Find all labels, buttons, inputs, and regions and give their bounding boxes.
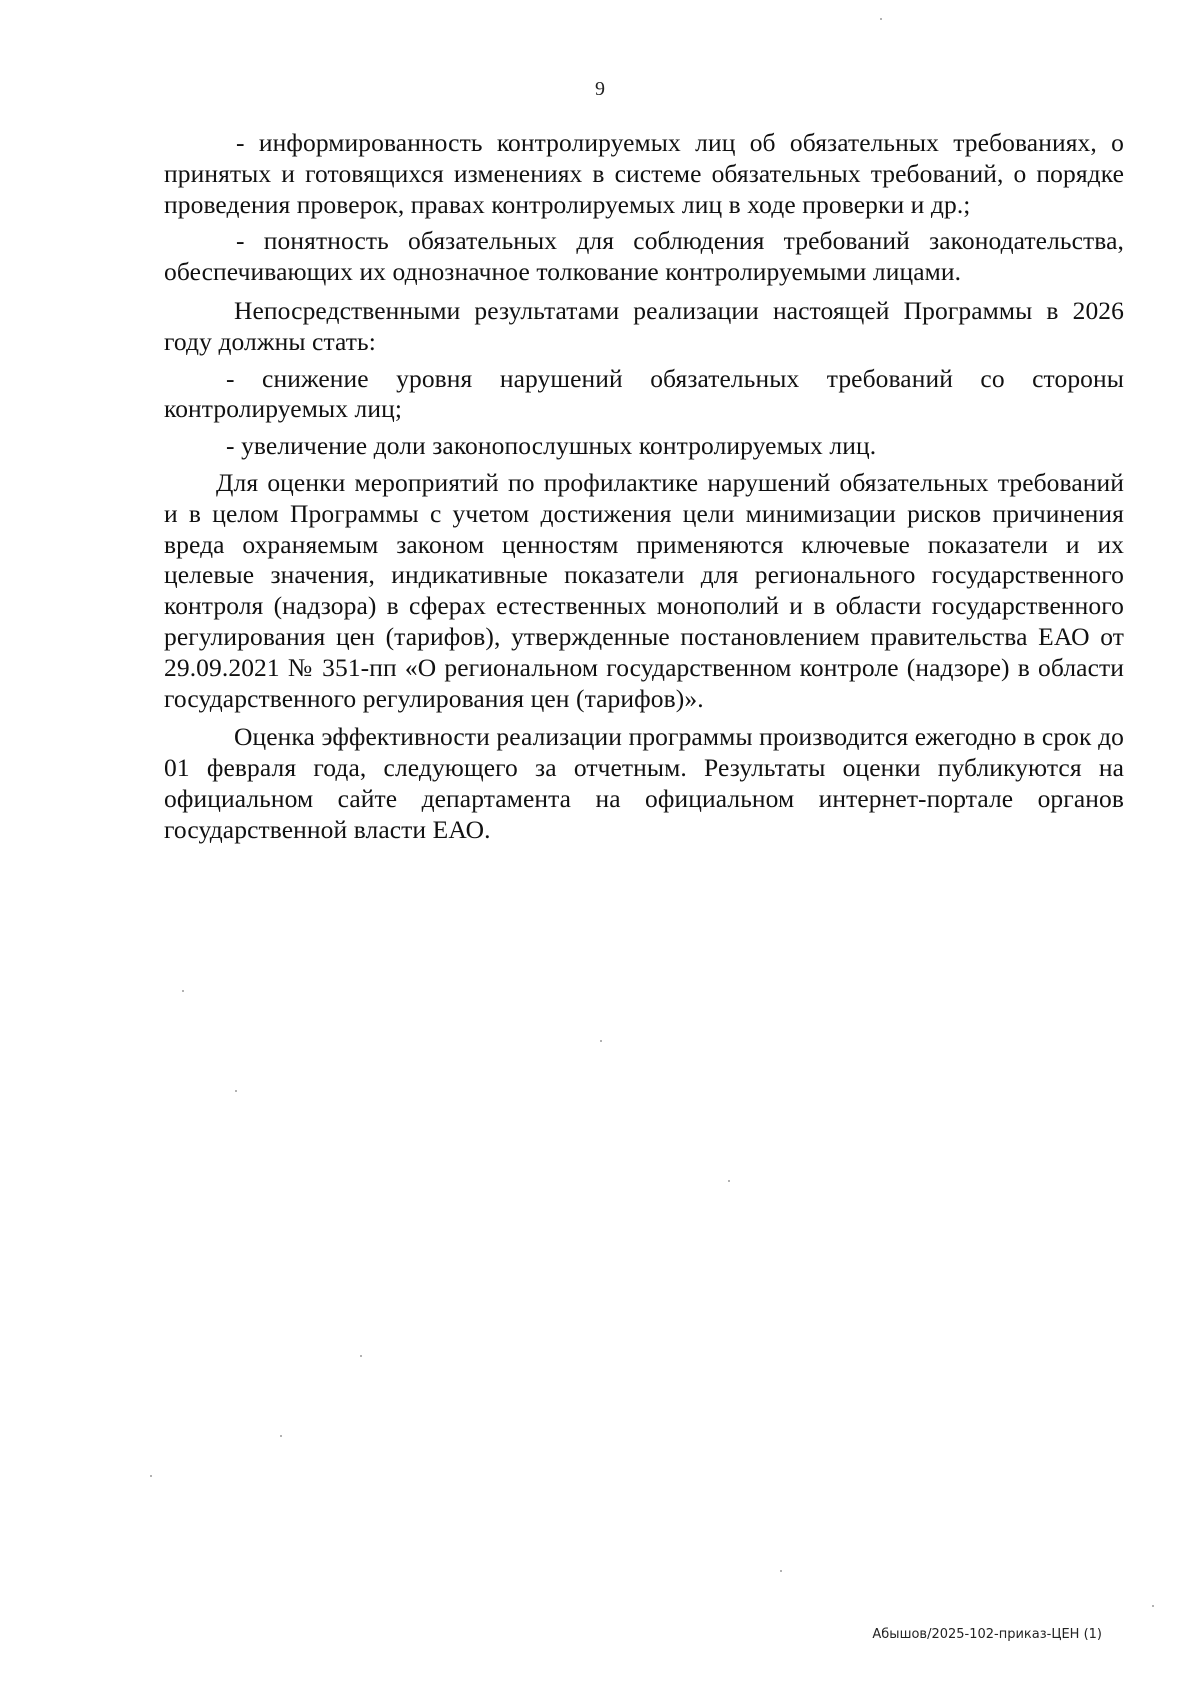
paragraph-efficiency-assessment: Оценка эффективности реализации программы производится ежегодно в срок до 01 февраля года, следующего за отчетным. Результаты оценки публикуются на официальном сайте департамента на официальном интернет-портале органов государственной власти ЕАО. <box>164 722 1124 844</box>
paragraph-direct-results: Непосредственными результатами реализации настоящей Программы в 2026 году должны стать: <box>164 295 1124 356</box>
scan-speck <box>182 990 184 992</box>
paragraph-clarity: - понятность обязательных для соблюдения требований законодательства, обеспечивающих их однозначное толкование контролируемыми лицами. <box>164 226 1124 287</box>
document-body <box>164 128 1124 846</box>
scan-speck <box>150 1475 152 1477</box>
paragraph-evaluation-indicators: Для оценки мероприятий по профилактике нарушений обязательных требований и в целом Программы с учетом достижения цели минимизации рисков причинения вреда охраняемым законом ценностям применяются ключевые показатели и их целевые значения, индикативные показатели для регионального государственного контроля (надзора) в сферах естественных монополий и в области государственного регулирования цен (тарифов), утвержденные постановлением правительства ЕАО от 29.09.2021 № 351-пп «О региональном государственном контроле (надзоре) в области государственного регулирования цен (тарифов)». <box>164 467 1124 713</box>
scan-speck <box>600 1040 602 1042</box>
scan-speck <box>280 1435 282 1437</box>
scan-speck <box>360 1355 362 1357</box>
page-number: 9 <box>595 78 605 100</box>
paragraph-increase-share: - увеличение доли законопослушных контролируемых лиц. <box>226 431 877 461</box>
scan-speck <box>880 18 882 20</box>
scan-speck <box>235 1090 237 1092</box>
scan-speck <box>1152 1605 1154 1607</box>
paragraph-awareness: - информированность контролируемых лиц об обязательных требованиях, о принятых и готовящихся изменениях в системе обязательных требований, о порядке проведения проверок, правах контролируемых лиц в ходе проверки и др.; <box>164 128 1124 219</box>
scan-speck <box>780 1570 782 1572</box>
paragraph-reduce-violations: - снижение уровня нарушений обязательных требований со стороны контролируемых лиц; <box>164 363 1124 424</box>
document-footer-id: Абышов/2025-102-приказ-ЦЕН (1) <box>872 1627 1102 1642</box>
scan-speck <box>728 1180 730 1182</box>
